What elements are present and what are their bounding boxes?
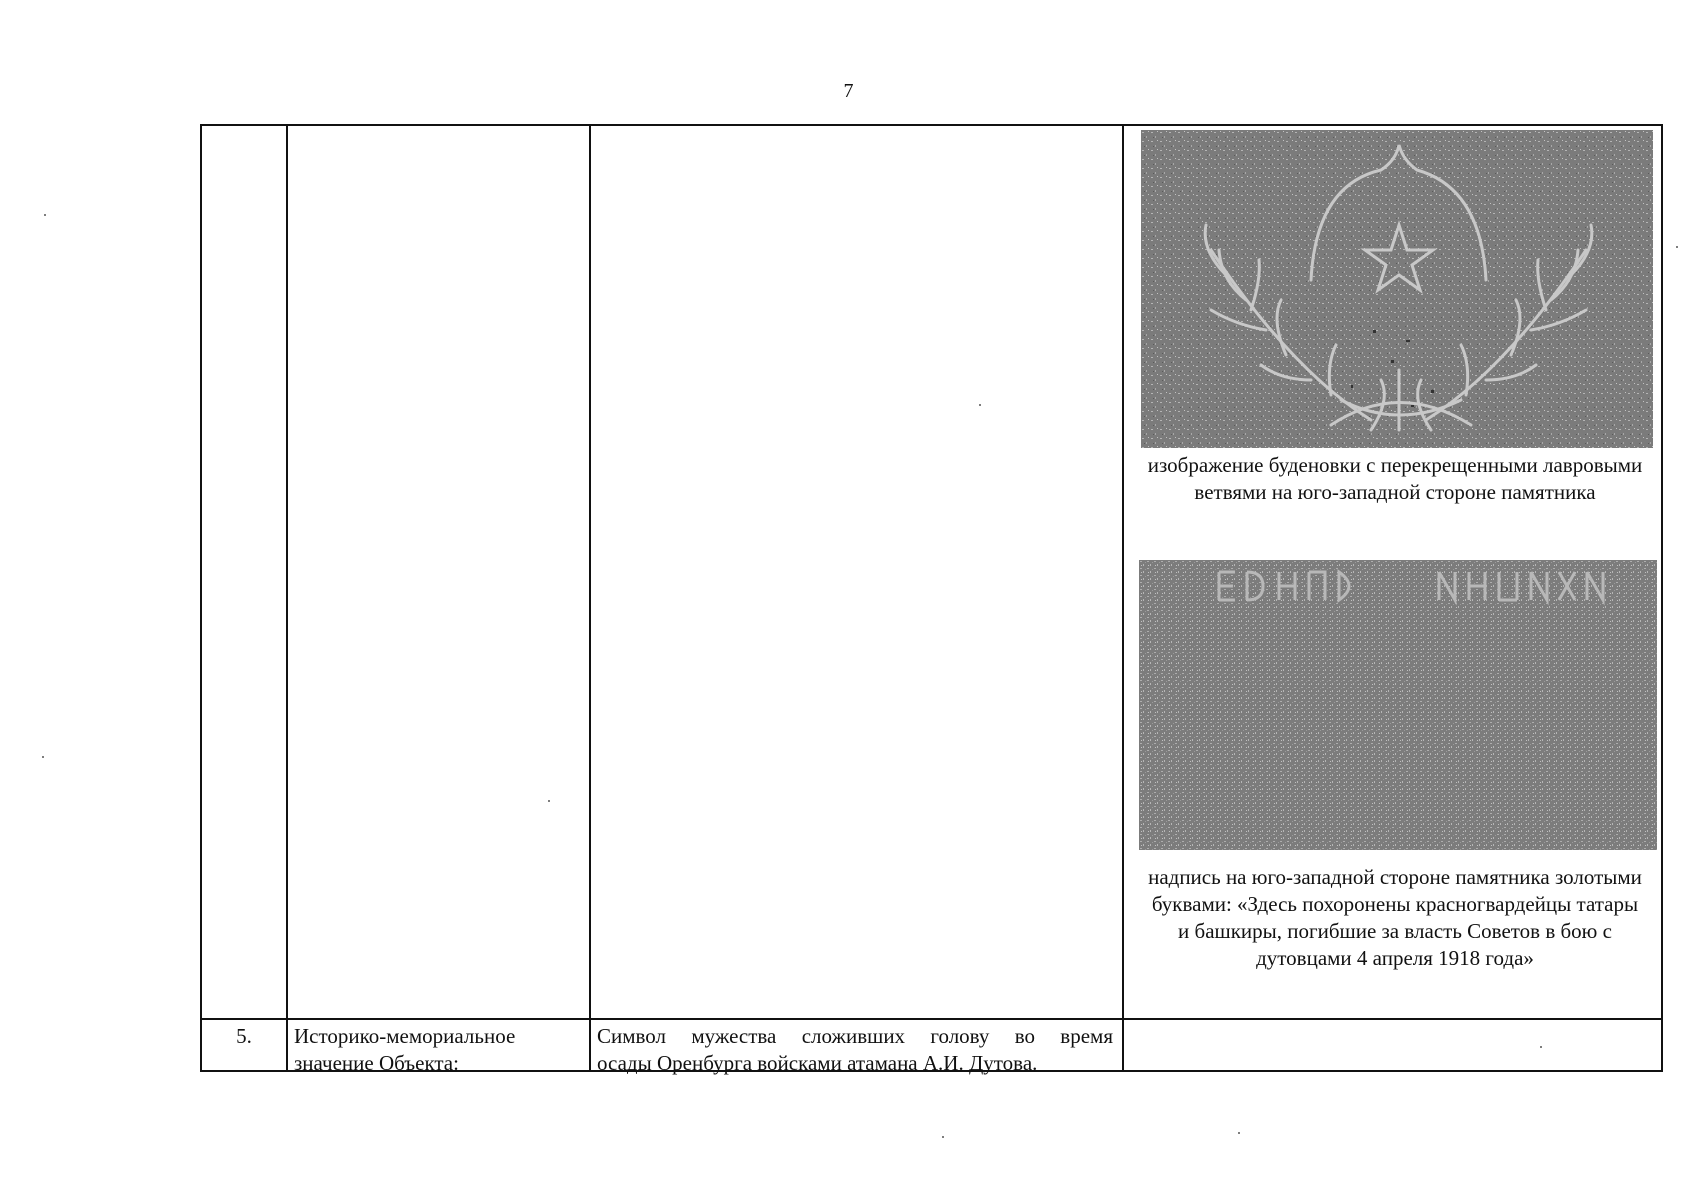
page-number: 7 bbox=[843, 80, 854, 102]
column-divider-3 bbox=[1122, 124, 1124, 1072]
row-5-label-line-2: значение Объекта: bbox=[294, 1051, 459, 1075]
scan-speck bbox=[44, 214, 46, 216]
scan-speck bbox=[942, 1136, 944, 1138]
scan-speck bbox=[548, 800, 550, 802]
row-5-value bbox=[597, 1023, 1113, 1077]
table-right-border bbox=[1661, 124, 1663, 1072]
row-5-value-line-2: осады Оренбурга войсками атамана А.И. Дутова. bbox=[597, 1051, 1038, 1075]
scan-speck bbox=[42, 756, 44, 758]
scan-speck bbox=[1238, 1132, 1240, 1134]
table-left-border bbox=[200, 124, 202, 1072]
budenovka-photo bbox=[1141, 130, 1653, 448]
inscription-caption: надпись на юго-западной стороне памятника золотыми буквами: «Здесь похоронены красногвардейцы татары и башкиры, погибшие за власть Советов в бою с дутовцами 4 апреля 1918 года» bbox=[1148, 865, 1642, 970]
scan-speck bbox=[1540, 1046, 1542, 1048]
row-5-number: 5. bbox=[236, 1024, 252, 1048]
budenovka-caption: изображение буденовки с перекрещенными лавровыми ветвями на юго-западной стороне памятника bbox=[1147, 453, 1643, 504]
column-divider-1 bbox=[286, 124, 288, 1072]
row-divider bbox=[200, 1018, 1663, 1020]
inscription-photo bbox=[1139, 560, 1657, 850]
inscription-stone-image bbox=[1139, 560, 1657, 850]
budenovka-laurel-image bbox=[1141, 130, 1653, 448]
row-5-value-line-1: Символ мужества сложивших голову во время bbox=[597, 1024, 1113, 1048]
row-5-label bbox=[294, 1023, 584, 1077]
row-5-label-line-1: Историко-мемориальное bbox=[294, 1024, 516, 1048]
column-divider-2 bbox=[589, 124, 591, 1072]
table-top-border bbox=[200, 124, 1663, 126]
document-table bbox=[200, 124, 1663, 1075]
scan-speck bbox=[979, 404, 981, 406]
scan-speck bbox=[1676, 246, 1678, 248]
